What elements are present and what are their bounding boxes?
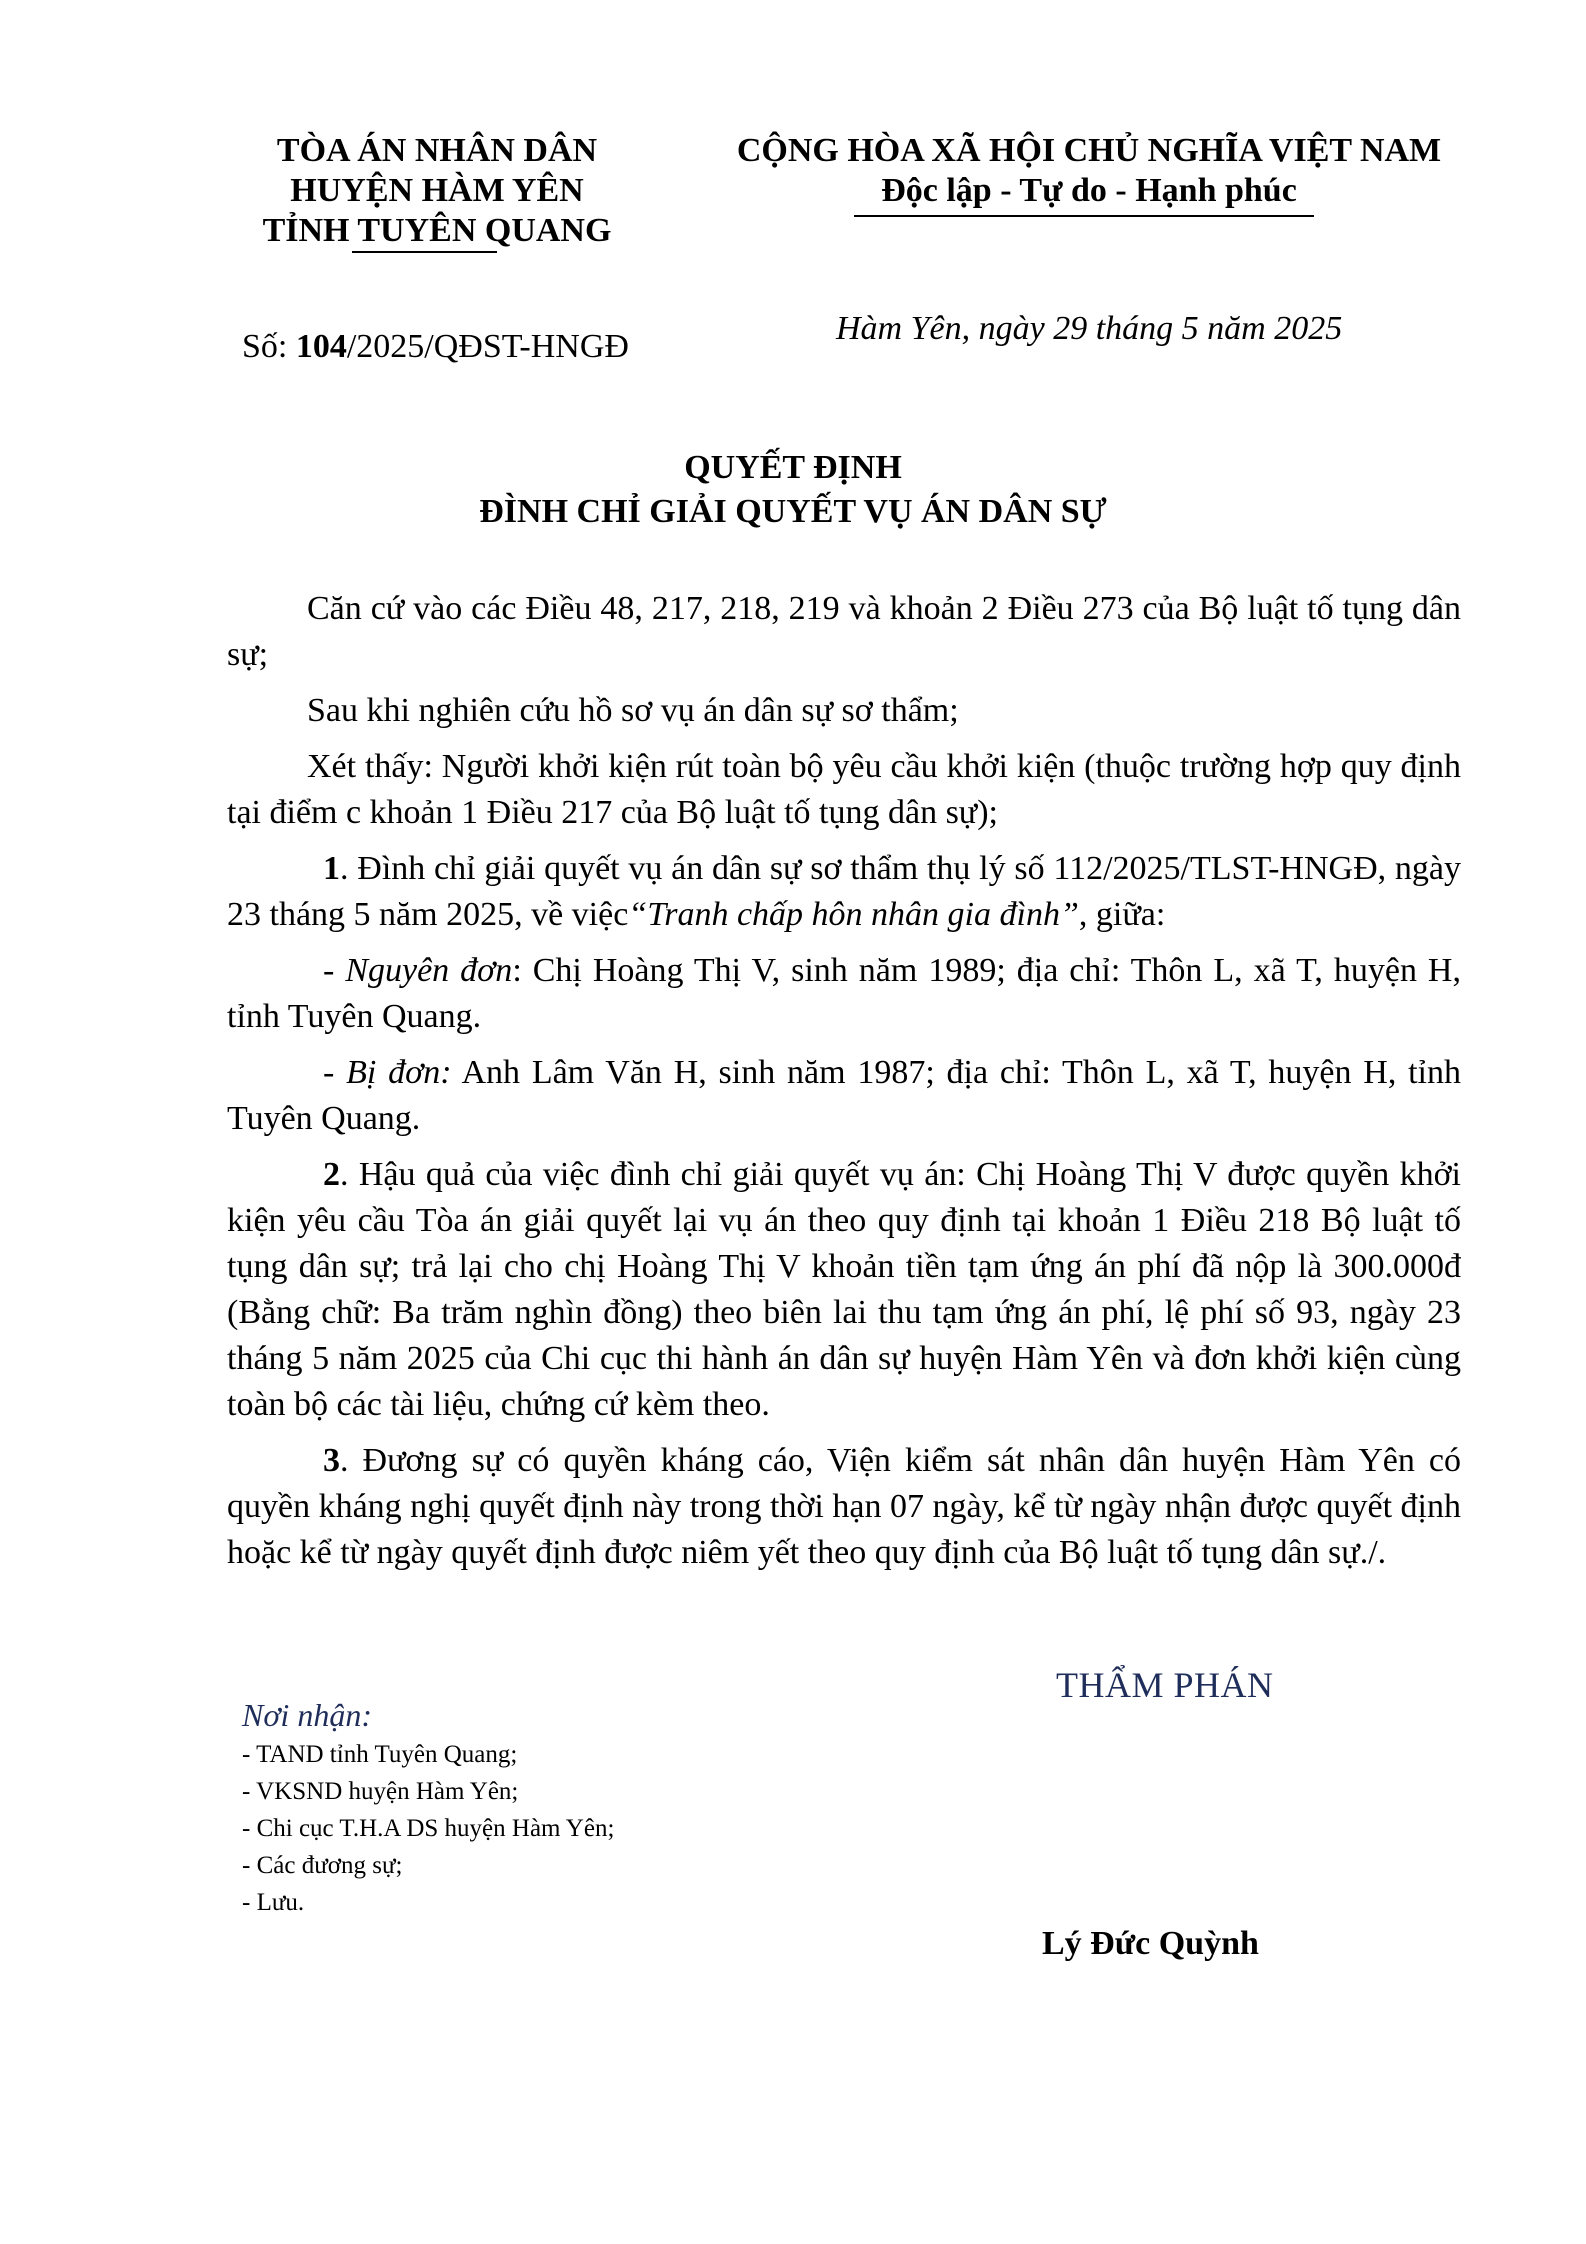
item-1-number: 1 [323, 850, 340, 887]
court-name-line1: TÒA ÁN NHÂN DÂN [276, 132, 598, 169]
document-subtitle: ĐÌNH CHỈ GIẢI QUYẾT VỤ ÁN DÂN SỰ [479, 493, 1107, 530]
recipient-item: - VKSND huyện Hàm Yên; [242, 1778, 519, 1805]
item-2-text: . Hậu quả của việc đình chỉ giải quyết vụ án: Chị Hoàng Thị V được quyền khởi kiện yêu cầu Tòa án giải quyết lại vụ án theo quy định tại khoản 1 Điều 218 Bộ luật tố tụng dân sự; trả lại cho chị Hoàng Thị V khoản tiền tạm ứng án phí đã nộp là 300.000đ (Bằng chữ: Ba trăm nghìn đồng) theo biên lai thu tạm ứng án phí, lệ phí số 93, ngày 23 tháng 5 năm 2025 của Chi cục thi hành án dân sự huyện Hàm Yên và đơn khởi kiện cùng toàn bộ các tài liệu, chứng cứ kèm theo. [227, 1156, 1461, 1423]
item-2-number: 2 [323, 1156, 340, 1193]
national-motto: Độc lập - Tự do - Hạnh phúc [881, 172, 1297, 209]
document-number-suffix: /2025/QĐST-HNGĐ [346, 328, 629, 365]
defendant-text: Anh Lâm Văn H, sinh năm 1987; địa chỉ: Thôn L, xã T, huyện H, tỉnh Tuyên Quang. [227, 1054, 1461, 1137]
plaintiff-text: : Chị Hoàng Thị V, sinh năm 1989; địa chỉ: Thôn L, xã T, huyện H, tỉnh Tuyên Quang. [227, 952, 1461, 1035]
recipients-title: Nơi nhận: [242, 1697, 372, 1733]
document-number-prefix: Số: [242, 328, 296, 365]
defendant-dash: - [323, 1054, 347, 1091]
item-1-text-b: , giữa: [1078, 896, 1166, 933]
item-3-number: 3 [323, 1442, 340, 1479]
national-motto-underline [854, 215, 1314, 217]
national-name: CỘNG HÒA XÃ HỘI CHỦ NGHĨA VIỆT NAM [736, 132, 1442, 169]
court-name-line3: TỈNH TUYÊN QUANG [262, 212, 612, 249]
defendant-label: Bị đơn: [346, 1054, 452, 1091]
review-paragraph: Sau khi nghiên cứu hồ sơ vụ án dân sự sơ thẩm; [307, 692, 959, 729]
decision-item-2 [227, 1152, 1461, 1428]
document-number-value: 104 [295, 328, 347, 365]
court-name-line2: HUYỆN HÀM YÊN [290, 172, 584, 209]
recipient-item: - Lưu. [242, 1889, 305, 1916]
court-header-underline [352, 251, 497, 253]
recipients-block [242, 1697, 614, 1921]
finding-paragraph: Xét thấy: Người khởi kiện rút toàn bộ yêu cầu khởi kiện (thuộc trường hợp quy định tại điểm c khoản 1 Điều 217 của Bộ luật tố tụng dân sự); [227, 748, 1461, 831]
signer-name: Lý Đức Quỳnh [1042, 1925, 1259, 1962]
place-date: Hàm Yên, ngày 29 tháng 5 năm 2025 [836, 310, 1343, 347]
recipient-item: - Chi cục T.H.A DS huyện Hàm Yên; [242, 1815, 615, 1842]
plaintiff-dash: - [323, 952, 346, 989]
plaintiff-paragraph [227, 948, 1461, 1040]
decision-item-3 [227, 1438, 1461, 1576]
item-1-text-a: . Đình chỉ giải quyết vụ án dân sự sơ thẩm thụ lý số 112/2025/TLST-HNGĐ, ngày 23 tháng 5 năm 2025, về việc [227, 850, 1461, 933]
court-header [226, 131, 648, 251]
signer-title: THẨM PHÁN [1056, 1665, 1274, 1705]
case-name: “Tranh chấp hôn nhân gia đình” [628, 896, 1079, 933]
document-number [242, 328, 629, 366]
plaintiff-label: Nguyên đơn [345, 952, 513, 989]
defendant-paragraph [227, 1050, 1461, 1142]
national-header [706, 131, 1472, 211]
recipient-item: - TAND tỉnh Tuyên Quang; [242, 1741, 518, 1768]
recipient-item: - Các đương sự; [242, 1852, 403, 1879]
legal-basis-paragraph: Căn cứ vào các Điều 48, 217, 218, 219 và khoản 2 Điều 273 của Bộ luật tố tụng dân sự; [227, 590, 1461, 673]
document-title: QUYẾT ĐỊNH [684, 449, 902, 486]
document-body [227, 586, 1461, 1586]
item-3-text: . Đương sự có quyền kháng cáo, Viện kiểm sát nhân dân huyện Hàm Yên có quyền kháng nghị quyết định này trong thời hạn 07 ngày, kể từ ngày nhận được quyết định hoặc kể từ ngày quyết định được niêm yết theo quy định của Bộ luật tố tụng dân sự./. [227, 1442, 1461, 1571]
decision-item-1 [227, 846, 1461, 938]
